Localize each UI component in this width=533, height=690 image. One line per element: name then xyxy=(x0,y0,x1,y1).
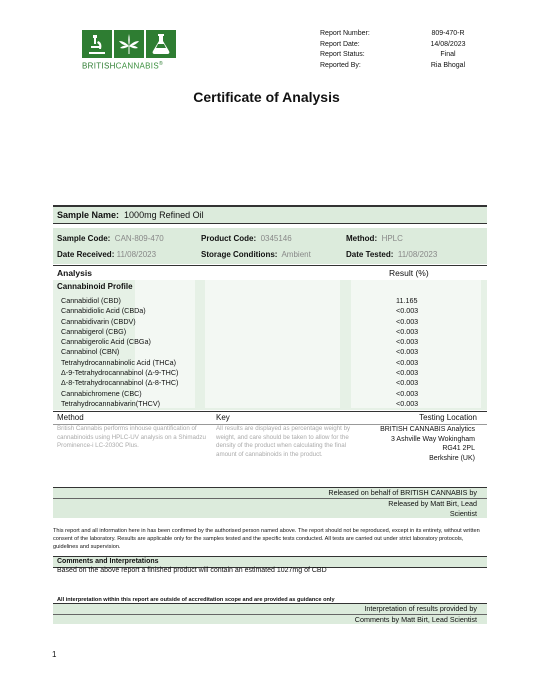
list-item: Cannabidiol (CBD) 11.165 xyxy=(61,296,418,305)
cannabis-leaf-icon xyxy=(114,30,144,58)
page-title: Certificate of Analysis xyxy=(193,89,340,105)
key-text: All results are displayed as percentage weight by weight, and care should be taken to allow for the density of the product when calculating the final amount of cannabinoids in the product. xyxy=(216,425,351,458)
cannabinoid-profile xyxy=(53,280,487,410)
list-item: Cannabichromene (CBC) <0.003 xyxy=(61,388,419,398)
sample-name-bar: Sample Name: 1000mg Refined Oil xyxy=(53,207,487,223)
list-item: Cannabidivarin (CBDV) <0.003 xyxy=(61,316,419,326)
flask-icon xyxy=(146,30,176,58)
interpretation-note: All interpretation within this report are outside of accreditation scope and are provided as guidance only xyxy=(57,597,335,603)
list-item: Cannabigerolic Acid (CBGa) <0.003 xyxy=(61,337,419,347)
storage-conditions: Storage Conditions: Ambient xyxy=(201,250,311,259)
report-date-row: Report Date: 14/08/2023 xyxy=(320,40,466,48)
reported-by-row: Reported By: Ria Bhogal xyxy=(320,61,466,69)
interpretation-block: Interpretation of results provided by Comments by Matt Birt, Lead Scientist xyxy=(53,603,487,624)
comments-header: Comments and Interpretations xyxy=(53,556,487,568)
sample-info-panel xyxy=(53,228,487,264)
list-item: Δ-8-Tetrahydrocannabinol (Δ-8-THC) <0.003 xyxy=(61,378,419,388)
page-number: 1 xyxy=(52,650,57,659)
report-number-row: Report Number: 809-470-R xyxy=(320,30,465,37)
list-item: Tetrahydrocannabivarin(THCV) <0.003 xyxy=(61,398,419,408)
list-item: Tetrahydrocannabinolic Acid (THCa) <0.003 xyxy=(61,357,419,367)
released-block: Released on behalf of BRITISH CANNABIS by Released by Matt Birt, Lead Scientist xyxy=(53,487,487,518)
method: Method: HPLC xyxy=(346,234,403,243)
cannabinoid-list xyxy=(61,296,481,409)
analysis-header: Analysis Result (%) xyxy=(53,265,487,281)
list-item: Δ-9-Tetrahydrocannabinol (Δ-9-THC) <0.003 xyxy=(61,368,419,378)
testing-location: BRITISH CANNABIS Analytics 3 Ashville Way Wokingham RG41 2PL Berkshire (UK) xyxy=(380,426,475,462)
profile-title: Cannabinoid Profile xyxy=(57,282,133,291)
report-meta xyxy=(320,29,480,71)
disclaimer: This report and all information here in has been confirmed by the authorised person named above. The report should not be reproduced, except in its entirety, without written consent of the laboratory. Results are applicable only for the samples tested and the specific tests conducted. All tests are carried out under strict laboratory protocols, guidelines and supervision. xyxy=(53,528,480,550)
date-tested: Date Tested: 11/08/2023 xyxy=(346,250,438,259)
list-item: Cannabigerol (CBG) <0.003 xyxy=(61,326,419,336)
divider xyxy=(53,223,487,224)
sample-code: Sample Code: CAN-809-470 xyxy=(57,234,164,243)
comments-body: Based on the above report a finished product will contain an estimated 1027mg of CBD xyxy=(57,567,327,574)
date-received: Date Received: 11/08/2023 xyxy=(57,250,157,259)
list-item: Cannabidiolic Acid (CBDa) <0.003 xyxy=(61,306,419,316)
report-status-row: Report Status: Final xyxy=(320,51,456,58)
british-cannabis-logo xyxy=(82,30,182,72)
microscope-icon xyxy=(82,30,112,58)
product-code: Product Code: 0345146 xyxy=(201,234,292,243)
list-item: Cannabinol (CBN) <0.003 xyxy=(61,347,419,357)
method-text: British Cannabis performs inhouse quantification of cannabinoids using HPLC-UV analysis on a Shimadzu Prominence-i LC-2030C Plus. xyxy=(57,425,206,449)
method-key-header: Method Key Testing Location xyxy=(53,411,487,425)
brand-wordmark: BRITISHCANNABIS® xyxy=(82,61,163,71)
